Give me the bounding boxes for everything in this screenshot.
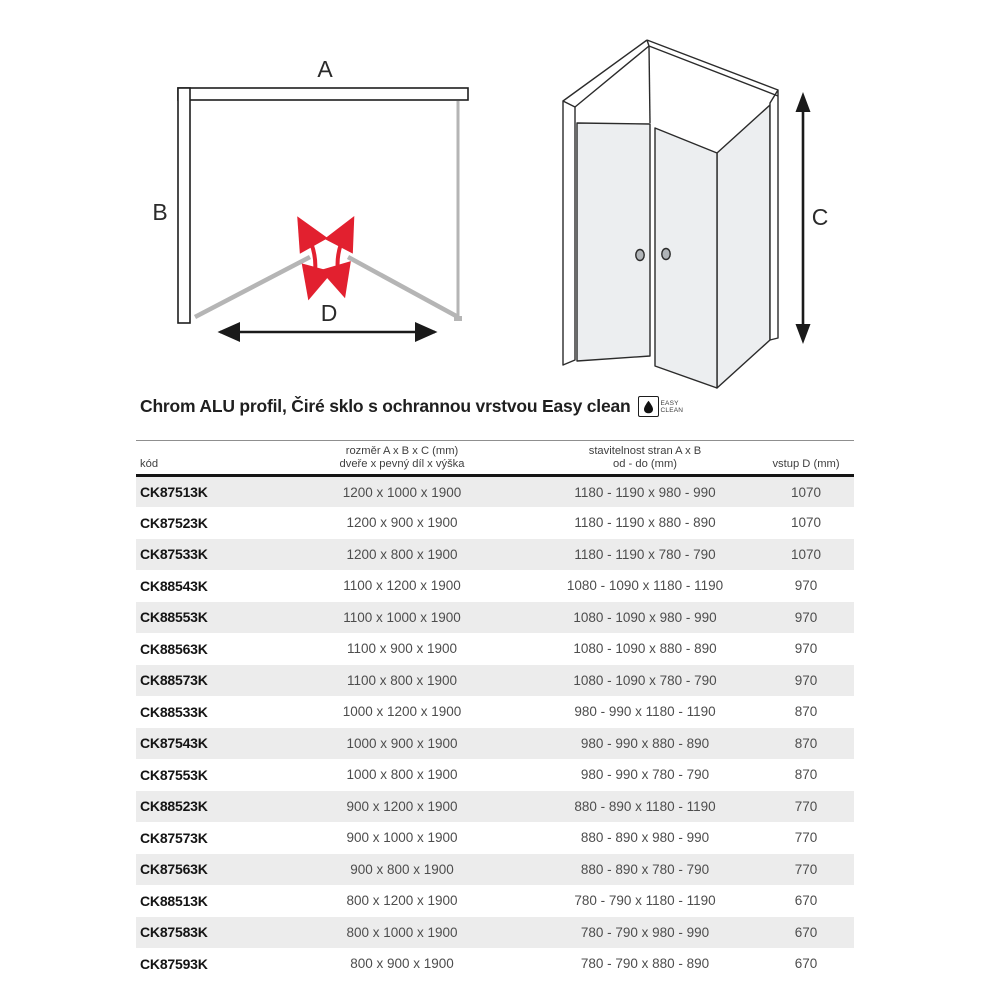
column-header-size-line1: rozměr A x B x C (mm) — [345, 445, 459, 457]
cell-entry-width: 1070 — [790, 484, 822, 500]
cell-size: 1100 x 800 x 1900 — [346, 672, 458, 688]
spec-table-body — [136, 476, 854, 980]
cell-entry-width: 870 — [794, 704, 818, 720]
cell-size: 1100 x 900 x 1900 — [346, 641, 458, 657]
right-profile-bar — [770, 90, 778, 340]
cell-product-code: CK88563K — [140, 640, 208, 657]
spec-row — [136, 885, 854, 917]
cell-entry-width: 970 — [794, 641, 818, 657]
cell-entry-width: 970 — [794, 609, 818, 625]
dimension-label-d: D — [320, 300, 338, 326]
spec-row — [136, 759, 854, 791]
cell-adjustability: 980 - 990 x 780 - 790 — [580, 767, 710, 783]
spec-row — [136, 728, 854, 760]
cell-adjustability: 980 - 990 x 880 - 890 — [580, 735, 710, 751]
column-header-adjust-line2: od - do (mm) — [612, 457, 678, 470]
perspective-diagram — [550, 28, 850, 396]
left-profile-bar — [563, 101, 575, 365]
spec-table — [136, 440, 854, 980]
height-arrow-bottom-head — [796, 324, 811, 344]
cell-size: 900 x 800 x 1900 — [350, 861, 454, 877]
corner-edge-line — [649, 46, 650, 123]
top-frame-rails — [563, 40, 778, 107]
cell-entry-width: 870 — [794, 767, 818, 783]
door-knob-right-icon — [662, 249, 670, 260]
spec-row — [136, 696, 854, 728]
cell-entry-width: 670 — [794, 924, 818, 940]
cell-entry-width: 970 — [794, 578, 818, 594]
cell-product-code: CK87593K — [140, 955, 208, 972]
cell-product-code: CK87533K — [140, 546, 208, 563]
spec-row — [136, 917, 854, 949]
spec-row — [136, 602, 854, 634]
column-header-adjust-line1: stavitelnost stran A x B — [588, 445, 702, 457]
column-header-entry: vstup D (mm) — [758, 441, 854, 476]
column-header-size-line2: dveře x pevný díl x výška — [339, 457, 465, 470]
badge-line-1: EASY — [660, 399, 679, 407]
cell-size: 1000 x 800 x 1900 — [346, 767, 458, 783]
swing-arrow-right-icon — [338, 232, 346, 281]
cell-size: 900 x 1200 x 1900 — [346, 798, 458, 814]
cell-adjustability: 1180 - 1190 x 880 - 890 — [574, 515, 716, 531]
cell-adjustability: 780 - 790 x 1180 - 1190 — [574, 893, 716, 909]
cell-size: 1200 x 800 x 1900 — [346, 546, 458, 562]
cell-product-code: CK87553K — [140, 766, 208, 783]
spec-row — [136, 948, 854, 980]
dimension-label-c: C — [811, 204, 829, 230]
cell-size: 1100 x 1200 x 1900 — [343, 578, 461, 594]
cell-entry-width: 670 — [794, 893, 818, 909]
cell-adjustability: 1080 - 1090 x 780 - 790 — [573, 672, 717, 688]
cell-size: 800 x 1000 x 1900 — [346, 924, 458, 940]
cell-adjustability: 1180 - 1190 x 780 - 790 — [574, 546, 716, 562]
top-view-diagram — [140, 40, 480, 350]
door-panel-left — [577, 123, 650, 361]
cell-size: 1200 x 1000 x 1900 — [342, 484, 462, 500]
cell-size: 1200 x 900 x 1900 — [346, 515, 458, 531]
cell-adjustability: 780 - 790 x 880 - 890 — [580, 956, 710, 972]
cell-entry-width: 1070 — [790, 546, 822, 562]
easyclean-badge — [638, 396, 684, 417]
section-title: Chrom ALU profil, Čiré sklo s ochrannou vrstvou Easy clean — [140, 396, 631, 416]
easyclean-badge-text — [661, 400, 684, 414]
cell-size: 800 x 1200 x 1900 — [346, 893, 458, 909]
cell-product-code: CK87513K — [140, 484, 208, 500]
cell-product-code: CK88533K — [140, 703, 208, 720]
spec-table-header-row — [136, 441, 854, 476]
dimension-label-a: A — [317, 56, 333, 82]
spec-row — [136, 854, 854, 886]
door-line-right — [348, 257, 458, 317]
cell-entry-width: 870 — [794, 735, 818, 751]
spec-row — [136, 507, 854, 539]
cell-adjustability: 880 - 890 x 980 - 990 — [580, 830, 710, 846]
height-arrow-top-head — [796, 92, 811, 112]
door-line-left — [195, 257, 310, 317]
dimension-label-b: B — [152, 199, 168, 225]
spec-row — [136, 633, 854, 665]
cell-product-code: CK88543K — [140, 577, 208, 594]
spec-row — [136, 822, 854, 854]
cell-product-code: CK87573K — [140, 829, 208, 846]
cell-entry-width: 770 — [794, 798, 818, 814]
left-wall-bar — [178, 88, 190, 323]
cell-size: 1000 x 900 x 1900 — [346, 735, 458, 751]
cell-product-code: CK88573K — [140, 672, 208, 689]
cell-product-code: CK88513K — [140, 892, 208, 909]
column-header-code: kód — [136, 441, 272, 476]
cell-product-code: CK88523K — [140, 798, 208, 815]
cell-adjustability: 1080 - 1090 x 1180 - 1190 — [566, 578, 724, 594]
cell-entry-width: 770 — [794, 861, 818, 877]
spec-row — [136, 791, 854, 823]
cell-size: 900 x 1000 x 1900 — [346, 830, 458, 846]
cell-entry-width: 1070 — [790, 515, 822, 531]
cell-adjustability: 1180 - 1190 x 980 - 990 — [574, 484, 716, 500]
section-header — [140, 396, 683, 417]
cell-adjustability: 980 - 990 x 1180 - 1190 — [574, 704, 716, 720]
door-knob-left-icon — [636, 250, 644, 261]
top-profile-bar — [178, 88, 468, 100]
badge-line-2: CLEAN — [660, 406, 684, 414]
column-header-adjust — [532, 441, 758, 476]
cell-product-code: CK88553K — [140, 609, 208, 626]
spec-row — [136, 539, 854, 571]
cell-adjustability: 780 - 790 x 980 - 990 — [580, 924, 710, 940]
cell-product-code: CK87523K — [140, 514, 208, 531]
cell-entry-width: 770 — [794, 830, 818, 846]
spec-row — [136, 570, 854, 602]
cell-adjustability: 1080 - 1090 x 880 - 890 — [573, 641, 717, 657]
cell-size: 1000 x 1200 x 1900 — [342, 704, 462, 720]
side-glass-panel — [717, 105, 770, 388]
column-header-size — [272, 441, 532, 476]
spec-row — [136, 476, 854, 508]
cell-product-code: CK87543K — [140, 735, 208, 752]
cell-product-code: CK87563K — [140, 861, 208, 878]
cell-adjustability: 1080 - 1090 x 980 - 990 — [573, 609, 717, 625]
cell-size: 800 x 900 x 1900 — [350, 956, 454, 972]
cell-size: 1100 x 1000 x 1900 — [343, 609, 461, 625]
cell-entry-width: 670 — [794, 956, 818, 972]
cell-product-code: CK87583K — [140, 924, 208, 941]
cell-entry-width: 970 — [794, 672, 818, 688]
cell-adjustability: 880 - 890 x 1180 - 1190 — [574, 798, 716, 814]
cell-adjustability: 880 - 890 x 780 - 790 — [580, 861, 710, 877]
droplet-icon — [638, 396, 659, 417]
spec-row — [136, 665, 854, 697]
